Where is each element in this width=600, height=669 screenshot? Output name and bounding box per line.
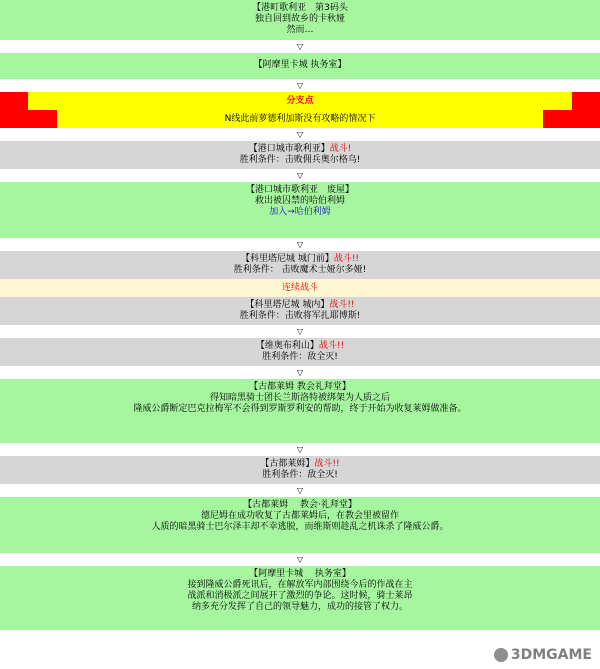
node-line [0,14,600,25]
node-text: 战派和消极派之间展开了激烈的争论。这时候，骑士莱昂 [187,591,413,601]
flow-node [0,0,600,40]
down-arrow-icon: ▽ [0,484,600,497]
battle-label: 战斗! [329,144,352,154]
node-text: 胜利条件：击败将军扎耶博斯! [239,311,361,321]
node-line [0,185,600,196]
node-text: 胜利条件：敌全灭! [262,470,338,480]
node-text: 德尼姆在成功收复了古都莱姆后，在教会里被留作 [200,511,399,521]
node-text: 【港口城市歌利亚】 [248,144,330,154]
node-line [0,382,600,393]
node-line [0,311,600,322]
node-line [0,60,600,71]
node-text: 得知暗黑骑士团长兰斯洛特被绑架为人质之后 [209,393,390,403]
flow-node [0,338,600,366]
node-line [0,393,600,404]
battle-label: 战斗!! [318,341,345,351]
node-line [0,470,600,481]
node-line [0,511,600,522]
node-line [0,155,600,166]
join-label: 加入→哈伯利姆 [269,207,331,217]
node-line [0,144,600,155]
flow-node [0,297,600,325]
flow-node [0,497,600,553]
node-text: 【科里塔尼城 城内】 [245,300,330,310]
node-line [0,580,600,591]
node-line [0,522,600,533]
node-line [0,569,600,580]
flow-node [0,251,600,279]
flow-node [0,456,600,484]
node-line [0,207,600,218]
node-text: 然而… [286,25,314,35]
node-text: 【阿摩里卡城 执务室】 [253,60,347,70]
down-arrow-icon: ▽ [0,366,600,379]
node-line [0,254,600,265]
battle-label: 战斗!! [314,459,340,469]
flow-node [0,53,600,79]
node-text: 胜利条件：击败佣兵奥尔格乌! [239,155,361,165]
node-line [0,404,600,415]
node-text: 接到隆威公爵死讯后，在解放军内部围绕今后的作战在主 [187,580,413,590]
node-line [0,341,600,352]
watermark-logo [494,647,592,663]
watermark-icon [494,648,508,662]
branch-label: 分支点 [286,96,314,106]
node-line [0,352,600,363]
down-arrow-icon: ▽ [0,325,600,338]
node-text: 【科里塔尼城 城门前】 [240,254,334,264]
node-text: 【古都莱姆 教会·礼拜堂】 [243,500,357,510]
node-text: 独自回到故乡的卡秋娅 [254,14,345,24]
branch-label: N线此前萝德利加斯没有攻略的情况下 [224,114,376,124]
node-text: 【古都莱姆】 [260,459,315,469]
node-line [0,591,600,602]
down-arrow-icon: ▽ [0,238,600,251]
node-text: 【阿摩里卡城 执务室】 [249,569,351,579]
down-arrow-icon: ▽ [0,79,600,92]
node-text: 隆威公爵断定巴克拉梅军不会得到罗斯罗利安的帮助，终于开始为收复莱姆做准备。 [133,404,467,414]
node-text: 胜利条件： 击败魔术士娅尔多娅! [233,265,367,275]
battle-label: 连续战斗 [281,283,318,293]
flow-node [0,279,600,297]
flow-node [0,141,600,169]
node-line [0,3,600,14]
node-text: 胜利条件：敌全灭! [262,352,338,362]
node-line [0,500,600,511]
node-line [0,25,600,36]
down-arrow-icon: ▽ [0,128,600,141]
node-text: 救出被囚禁的哈伯利姆 [254,196,345,206]
branch-bar [0,92,600,110]
battle-label: 战斗!! [329,300,355,310]
flow-node [0,379,600,443]
down-arrow-icon: ▽ [0,169,600,182]
node-line [0,300,600,311]
node-text: 人质的暗黑骑士巴尔泽丰却不幸逃脱，而维斯则趁乱之机诛杀了隆威公爵。 [151,522,449,532]
watermark-text: 3DMGAME [510,647,592,663]
battle-label: 战斗!! [333,254,360,264]
node-text: 纳多充分发挥了自己的领导魅力，成功的接管了权力。 [191,602,408,612]
node-line [0,459,600,470]
flow-node [0,566,600,630]
node-text: 【维奥布利山】 [255,341,319,351]
down-arrow-icon: ▽ [0,443,600,456]
node-line [0,602,600,613]
node-line [0,265,600,276]
node-text: 【港口城市歌利亚 废屋】 [245,185,354,195]
node-text: 【港町歌利亚 第3码头 [252,3,348,13]
node-line [0,196,600,207]
down-arrow-icon: ▽ [0,553,600,566]
down-arrow-icon: ▽ [0,40,600,53]
branch-bar [0,110,600,128]
node-line [0,283,600,294]
node-text: 【古都莱姆 教会礼拜堂】 [249,382,351,392]
flow-node [0,182,600,238]
